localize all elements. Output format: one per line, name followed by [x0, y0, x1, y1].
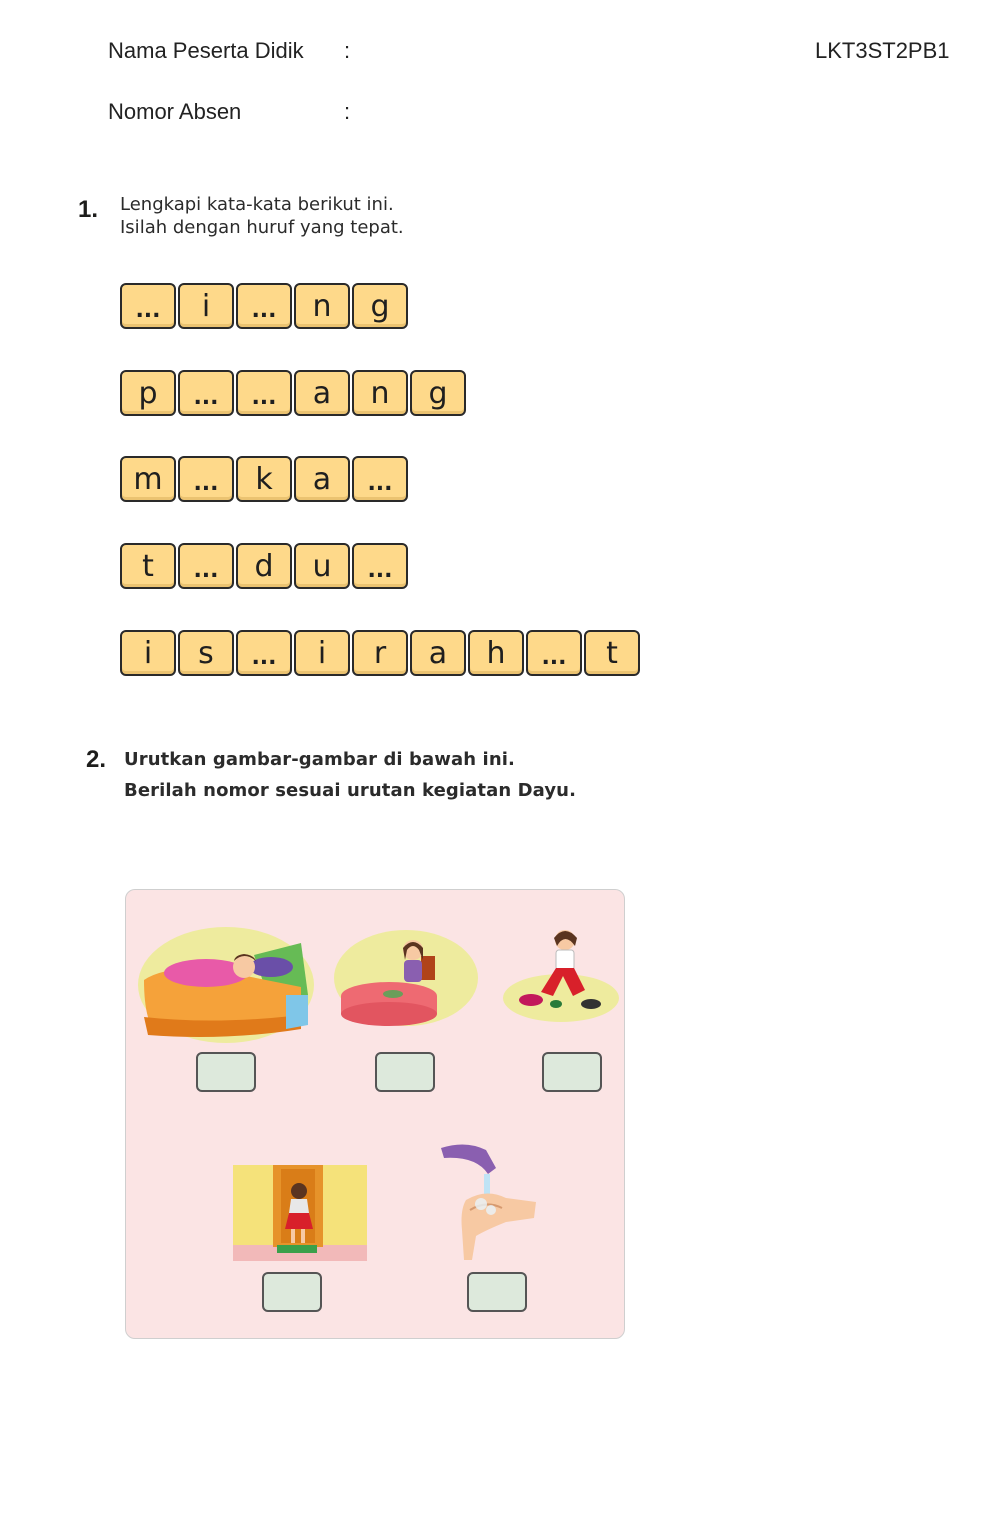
word-row [120, 283, 408, 329]
letter-tile: i [178, 283, 234, 329]
word-row [120, 543, 408, 589]
letter-tile: t [584, 630, 640, 676]
letter-blank[interactable]: ... [236, 283, 292, 329]
letter-tile: i [294, 630, 350, 676]
letter-tile: p [120, 370, 176, 416]
letter-blank[interactable]: ... [352, 543, 408, 589]
letter-blank[interactable]: ... [178, 370, 234, 416]
question-2-line-1: Urutkan gambar-gambar di bawah ini. [124, 749, 515, 770]
word-row [120, 630, 640, 676]
question-1-line-2: Isilah dengan huruf yang tepat. [120, 217, 404, 238]
letter-tile: g [410, 370, 466, 416]
answer-box-2[interactable] [375, 1052, 435, 1092]
answer-box-4[interactable] [262, 1272, 322, 1312]
name-label: Nama Peserta Didik [108, 38, 304, 63]
letter-tile: k [236, 456, 292, 502]
answer-box-5[interactable] [467, 1272, 527, 1312]
letter-blank[interactable]: ... [236, 630, 292, 676]
answer-box-3[interactable] [542, 1052, 602, 1092]
word-row [120, 370, 466, 416]
letter-tile: a [294, 370, 350, 416]
question-2-number: 2. [86, 746, 107, 773]
washing-hands-image [436, 1140, 546, 1265]
picture-order-panel [125, 889, 625, 1339]
question-1-line-1: Lengkapi kata-kata berikut ini. [120, 194, 394, 215]
name-colon: : [344, 38, 351, 63]
letter-tile: t [120, 543, 176, 589]
letter-tile: n [352, 370, 408, 416]
worksheet-code: LKT3ST2PB1 [815, 38, 950, 63]
question-2-line-2: Berilah nomor sesuai urutan kegiatan Dayu. [124, 780, 577, 801]
sleeping-girl-image [136, 925, 316, 1045]
letter-tile: r [352, 630, 408, 676]
letter-tile: i [120, 630, 176, 676]
letter-blank[interactable]: ... [352, 456, 408, 502]
absen-label: Nomor Absen [108, 99, 242, 124]
letter-blank[interactable]: ... [236, 370, 292, 416]
letter-tile: g [352, 283, 408, 329]
letter-tile: a [410, 630, 466, 676]
letter-blank[interactable]: ... [526, 630, 582, 676]
wearing-shoes-image [501, 920, 621, 1025]
letter-tile: m [120, 456, 176, 502]
letter-tile: a [294, 456, 350, 502]
answer-box-1[interactable] [196, 1052, 256, 1092]
absen-colon: : [344, 99, 351, 124]
letter-blank[interactable]: ... [120, 283, 176, 329]
letter-tile: d [236, 543, 292, 589]
letter-tile: s [178, 630, 234, 676]
question-1-number: 1. [78, 196, 99, 223]
word-row [120, 456, 408, 502]
letter-blank[interactable]: ... [178, 543, 234, 589]
leaving-house-image [233, 1165, 367, 1261]
letter-tile: n [294, 283, 350, 329]
letter-tile: h [468, 630, 524, 676]
letter-blank[interactable]: ... [178, 456, 234, 502]
letter-tile: u [294, 543, 350, 589]
eating-girl-image [331, 928, 481, 1033]
